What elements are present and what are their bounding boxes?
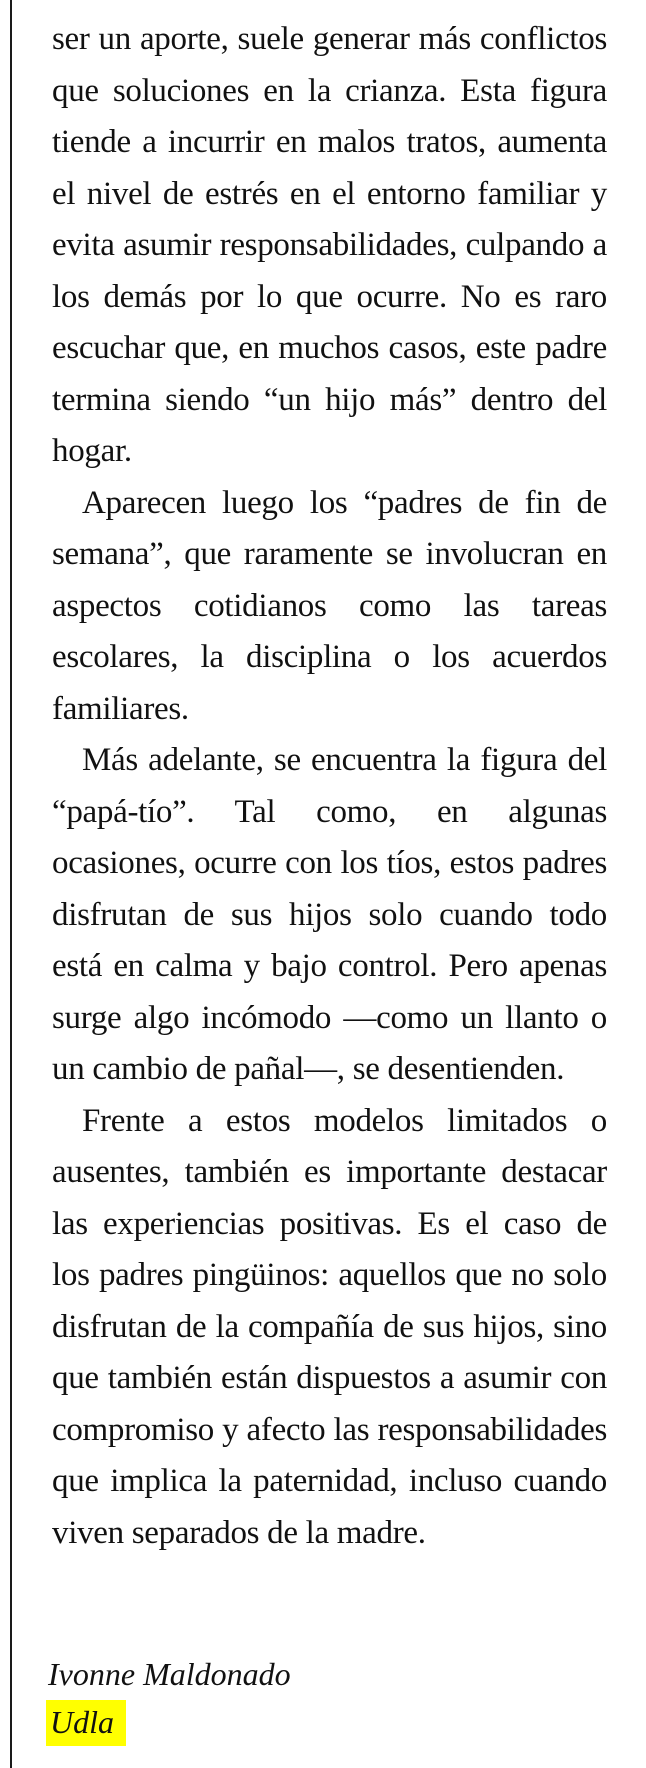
column-divider xyxy=(10,0,12,1768)
article-body xyxy=(52,14,607,1559)
paragraph-papa-tio: Más adelante, se encuentra la figura del “papá-tío”. Tal como, en algunas ocasiones, ocurre con los tíos, estos padres disfrutan de sus hijos solo cuando todo está en calma y bajo control. Pero apenas surge algo incómodo —como un llanto o un cambio de pañal—, se desentienden. xyxy=(52,742,607,1087)
paragraph-weekend-fathers: Aparecen luego los “padres de fin de semana”, que raramente se involucran en aspectos cotidianos como las tareas escolares, la disciplina o los acuerdos familiares. xyxy=(52,484,607,727)
paragraph-penguin-fathers: Frente a estos modelos limitados o ausentes, también es importante destacar las experiencias positivas. Es el caso de los padres pingüinos: aquellos que no solo disfrutan de la compañía de sus hijos, sino que también están dispuestos a asumir con compromiso y afecto las responsabilidades que implica la paternidad, incluso cuando viven separados de la madre. xyxy=(52,1102,607,1551)
paragraph-continuation: ser un aporte, suele generar más conflictos que soluciones en la crianza. Esta figura tiende a incurrir en malos tratos, aumenta el nivel de estrés en el entorno familiar y evita asumir responsabilidades, culpando a los demás por lo que ocurre. No es raro escuchar que, en muchos casos, este padre termina siendo “un hijo más” dentro del hogar. xyxy=(52,21,607,469)
author-name: Ivonne Maldonado xyxy=(48,1656,291,1692)
author-affiliation-highlight: Udla xyxy=(46,1700,126,1746)
author-signature xyxy=(46,1654,291,1746)
